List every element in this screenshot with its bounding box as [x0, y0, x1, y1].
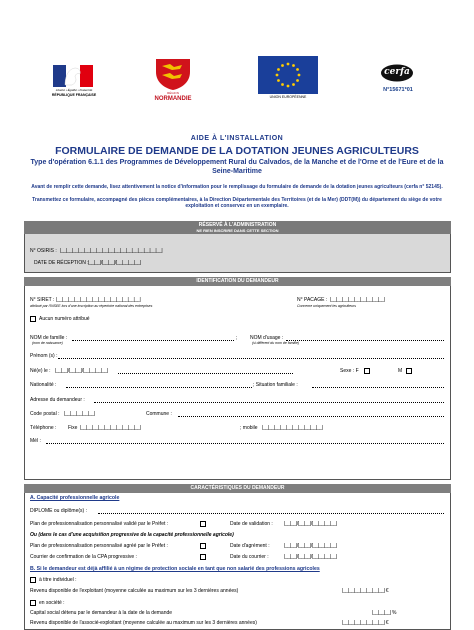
rf-motto: Liberté • Égalité • Fraternité	[55, 88, 93, 92]
normandie-name: NORMANDIE	[154, 96, 192, 102]
reception-date-field[interactable]: |__|__|/|__|__|/|__|__|__|__|	[88, 260, 141, 266]
mel-field[interactable]	[46, 443, 444, 444]
eu-star-icon	[292, 83, 295, 86]
instructions-notice: Avant de remplir cette demande, lisez attentivement la notice d'information pour le remplissage du formulaire de demande de la dotation jeunes agriculteurs (cerfa n° 52145).	[31, 184, 443, 190]
eu-star-icon	[277, 68, 280, 71]
reception-date-label: DATE DE RÉCEPTION :	[34, 260, 89, 266]
fixe-label: Fixe	[68, 425, 78, 431]
capital-field[interactable]: |__|__|__| %	[372, 610, 397, 616]
ne-le-field[interactable]: |__|__|/|__|__|/|__|__|__|__|	[55, 368, 108, 374]
eu-star-icon	[276, 74, 279, 77]
eu-star-icon	[277, 79, 280, 82]
nom-naissance-note: (nom de naissance)	[32, 341, 63, 345]
eu-flag-icon	[258, 56, 318, 94]
eu-star-icon	[298, 74, 301, 77]
code-postal-field[interactable]: |__|__|__|__|__|	[64, 411, 95, 417]
nom-usage-note: (si différent du nom de famille)	[252, 341, 300, 345]
plan-agree-label: Plan de professionnalisation personnalisé agréé par le Préfet :	[30, 543, 168, 549]
sexe-m-label: M	[398, 368, 403, 374]
capital-label: Capital social détenu par le demandeur à la date de la demande	[30, 610, 173, 616]
prenoms-field[interactable]	[58, 358, 444, 359]
eu-star-icon	[287, 63, 290, 66]
cerfa-logo	[380, 64, 414, 82]
nom-usage-field[interactable]	[286, 340, 444, 341]
nationalite-label: Nationalité :	[30, 382, 57, 388]
admin-title: RÉSERVÉ À L'ADMINISTRATION	[198, 222, 277, 228]
eu-star-icon	[296, 68, 299, 71]
caracteristiques-header: CARACTÉRISTIQUES DU DEMANDEUR	[24, 484, 451, 493]
eu-name: UNION EUROPÉENNE	[269, 95, 307, 99]
eu-star-icon	[296, 79, 299, 82]
plan-valide-checkbox[interactable]	[200, 521, 206, 527]
eu-star-icon	[292, 64, 295, 67]
siret-field[interactable]: |__|__|__|__|__|__|__|__|__|__|__|__|__|__|	[56, 297, 141, 303]
revenu-associe-label: Revenu disponible de l'associé-exploitant (moyenne calculée au maximum sur les 3 dernières années)	[30, 620, 257, 626]
plan-valide-label: Plan de professionnalisation personnalisé validé par le Préfet :	[30, 521, 169, 527]
sexe-label: Sexe : F	[340, 368, 359, 374]
ne-le-label: Né(e) le :	[30, 368, 51, 374]
aucun-numero-label: Aucun numéro attribué	[39, 316, 90, 322]
en-societe-label: en société :	[39, 600, 65, 606]
instructions-transmit: Transmettez ce formulaire, accompagné des pièces complémentaires, à la Direction Départementale des Territoires (et de la Mer) (DDT(M)) du département du siège de votre exploitation et conservez en un exemplaire.	[32, 197, 442, 209]
commune-field[interactable]	[178, 416, 444, 417]
diplome-label: DIPLOME ou diplôme(s) :	[30, 508, 87, 514]
admin-subtitle: NE RIEN INSCRIRE DANS CETTE SECTION	[196, 228, 279, 233]
date-courrier-field[interactable]: |__|__|/|__|__|/|__|__|__|__|	[284, 554, 337, 560]
marianne-logo-icon	[53, 65, 93, 87]
titre-individuel-label: à titre individuel :	[39, 577, 77, 583]
en-societe-checkbox[interactable]	[30, 600, 36, 606]
eu-star-icon	[287, 85, 290, 88]
section-a-title: A. Capacité professionnelle agricole	[30, 495, 120, 501]
normandie-logo	[147, 58, 199, 104]
nationalite-field[interactable]	[66, 387, 252, 388]
section-b-title: B. Si le demandeur est déjà affilié à un régime de protection sociale en tant que non salarié des professions agricoles	[30, 566, 320, 572]
eu-star-icon	[281, 64, 284, 67]
pacage-note: Concerne uniquement les agriculteurs	[297, 304, 356, 308]
courrier-label: Courrier de confirmation de la CPA progressive :	[30, 554, 137, 560]
siret-note: attribué par l'INSEE lors d'une inscription au répertoire national des entreprises	[30, 304, 153, 308]
nom-usage-label: NOM d'usage :	[250, 335, 284, 341]
adresse-label: Adresse du demandeur :	[30, 397, 85, 403]
date-validation-field[interactable]: |__|__|/|__|__|/|__|__|__|__|	[284, 521, 337, 527]
courrier-checkbox[interactable]	[200, 554, 206, 560]
identification-header: IDENTIFICATION DU DEMANDEUR	[24, 277, 451, 286]
form-subtitle: Type d'opération 6.1.1 des Programmes de Développement Rural du Calvados, de la Manche et de l'Orne et de l'Eure et de la Seine-Maritime	[30, 159, 444, 175]
normandie-shield-icon	[154, 58, 192, 91]
commune-label: Commune :	[146, 411, 172, 417]
aide-installation-title: AIDE À L'INSTALLATION	[190, 135, 284, 142]
situation-label: ; Situation familiale :	[253, 382, 298, 388]
form-title: FORMULAIRE DE DEMANDE DE LA DOTATION JEUNES AGRICULTEURS	[55, 145, 419, 157]
telephone-fixe-field[interactable]: |__|__|__|__|__|__|__|__|__|__|	[80, 425, 141, 431]
normandie-region-label: RÉGION	[167, 91, 179, 95]
plan-agree-checkbox[interactable]	[200, 543, 206, 549]
revenu-exploitant-field[interactable]: |__|__|__|__|__|__|__| €	[342, 588, 389, 594]
mobile-label: ; mobile	[240, 425, 258, 431]
lieu-naissance-field[interactable]	[118, 373, 293, 374]
pacage-label: N° PACAGE :	[297, 297, 328, 303]
date-courrier-label: Date du courrier :	[230, 554, 269, 560]
eu-logo	[258, 56, 318, 104]
date-agrement-label: Date d'agrément :	[230, 543, 270, 549]
telephone-label: Téléphone :	[30, 425, 57, 431]
siret-label: N° SIRET :	[30, 297, 55, 303]
prenoms-label: Prénom (s) :	[30, 353, 58, 359]
pacage-field[interactable]: |__|__|__|__|__|__|__|__|__|	[330, 297, 385, 303]
rf-name: RÉPUBLIQUE FRANÇAISE	[51, 93, 97, 97]
republique-francaise-logo	[45, 63, 103, 101]
admin-header	[24, 221, 451, 234]
date-agrement-field[interactable]: |__|__|/|__|__|/|__|__|__|__|	[284, 543, 337, 549]
nom-famille-label: NOM de famille :	[30, 335, 68, 341]
titre-individuel-checkbox[interactable]	[30, 577, 36, 583]
nom-famille-field[interactable]	[72, 340, 234, 341]
osiris-field[interactable]: |__|__|__|__|__|__|__|__|__|__|__|__|__|__|__|__|__|	[60, 248, 163, 254]
revenu-exploitant-label: Revenu disponible de l'exploitant (moyenne calculée au maximum sur les 3 dernières années)	[30, 588, 239, 594]
eu-star-icon	[281, 83, 284, 86]
situation-field[interactable]	[312, 387, 444, 388]
aucun-numero-checkbox[interactable]	[30, 316, 36, 322]
cas-acquisition-text: Ou (dans le cas d'une acquisition progressive de la capacité professionnelle agricole)	[30, 532, 234, 538]
telephone-mobile-field[interactable]: |__|__|__|__|__|__|__|__|__|__|	[262, 425, 323, 431]
cerfa-text: cerfa	[384, 67, 410, 77]
date-validation-label: Date de validation :	[230, 521, 273, 527]
adresse-field[interactable]	[94, 402, 444, 403]
osiris-label: N° OSIRIS :	[30, 248, 57, 254]
sexe-m-checkbox[interactable]	[406, 368, 412, 374]
sexe-f-checkbox[interactable]	[364, 368, 370, 374]
code-postal-label: Code postal :	[30, 411, 60, 417]
diplome-field[interactable]	[98, 513, 444, 514]
revenu-associe-field[interactable]: |__|__|__|__|__|__|__| €	[342, 620, 389, 626]
mel-label: Mél :	[30, 438, 41, 444]
cerfa-number: N°15671*01	[383, 87, 413, 93]
